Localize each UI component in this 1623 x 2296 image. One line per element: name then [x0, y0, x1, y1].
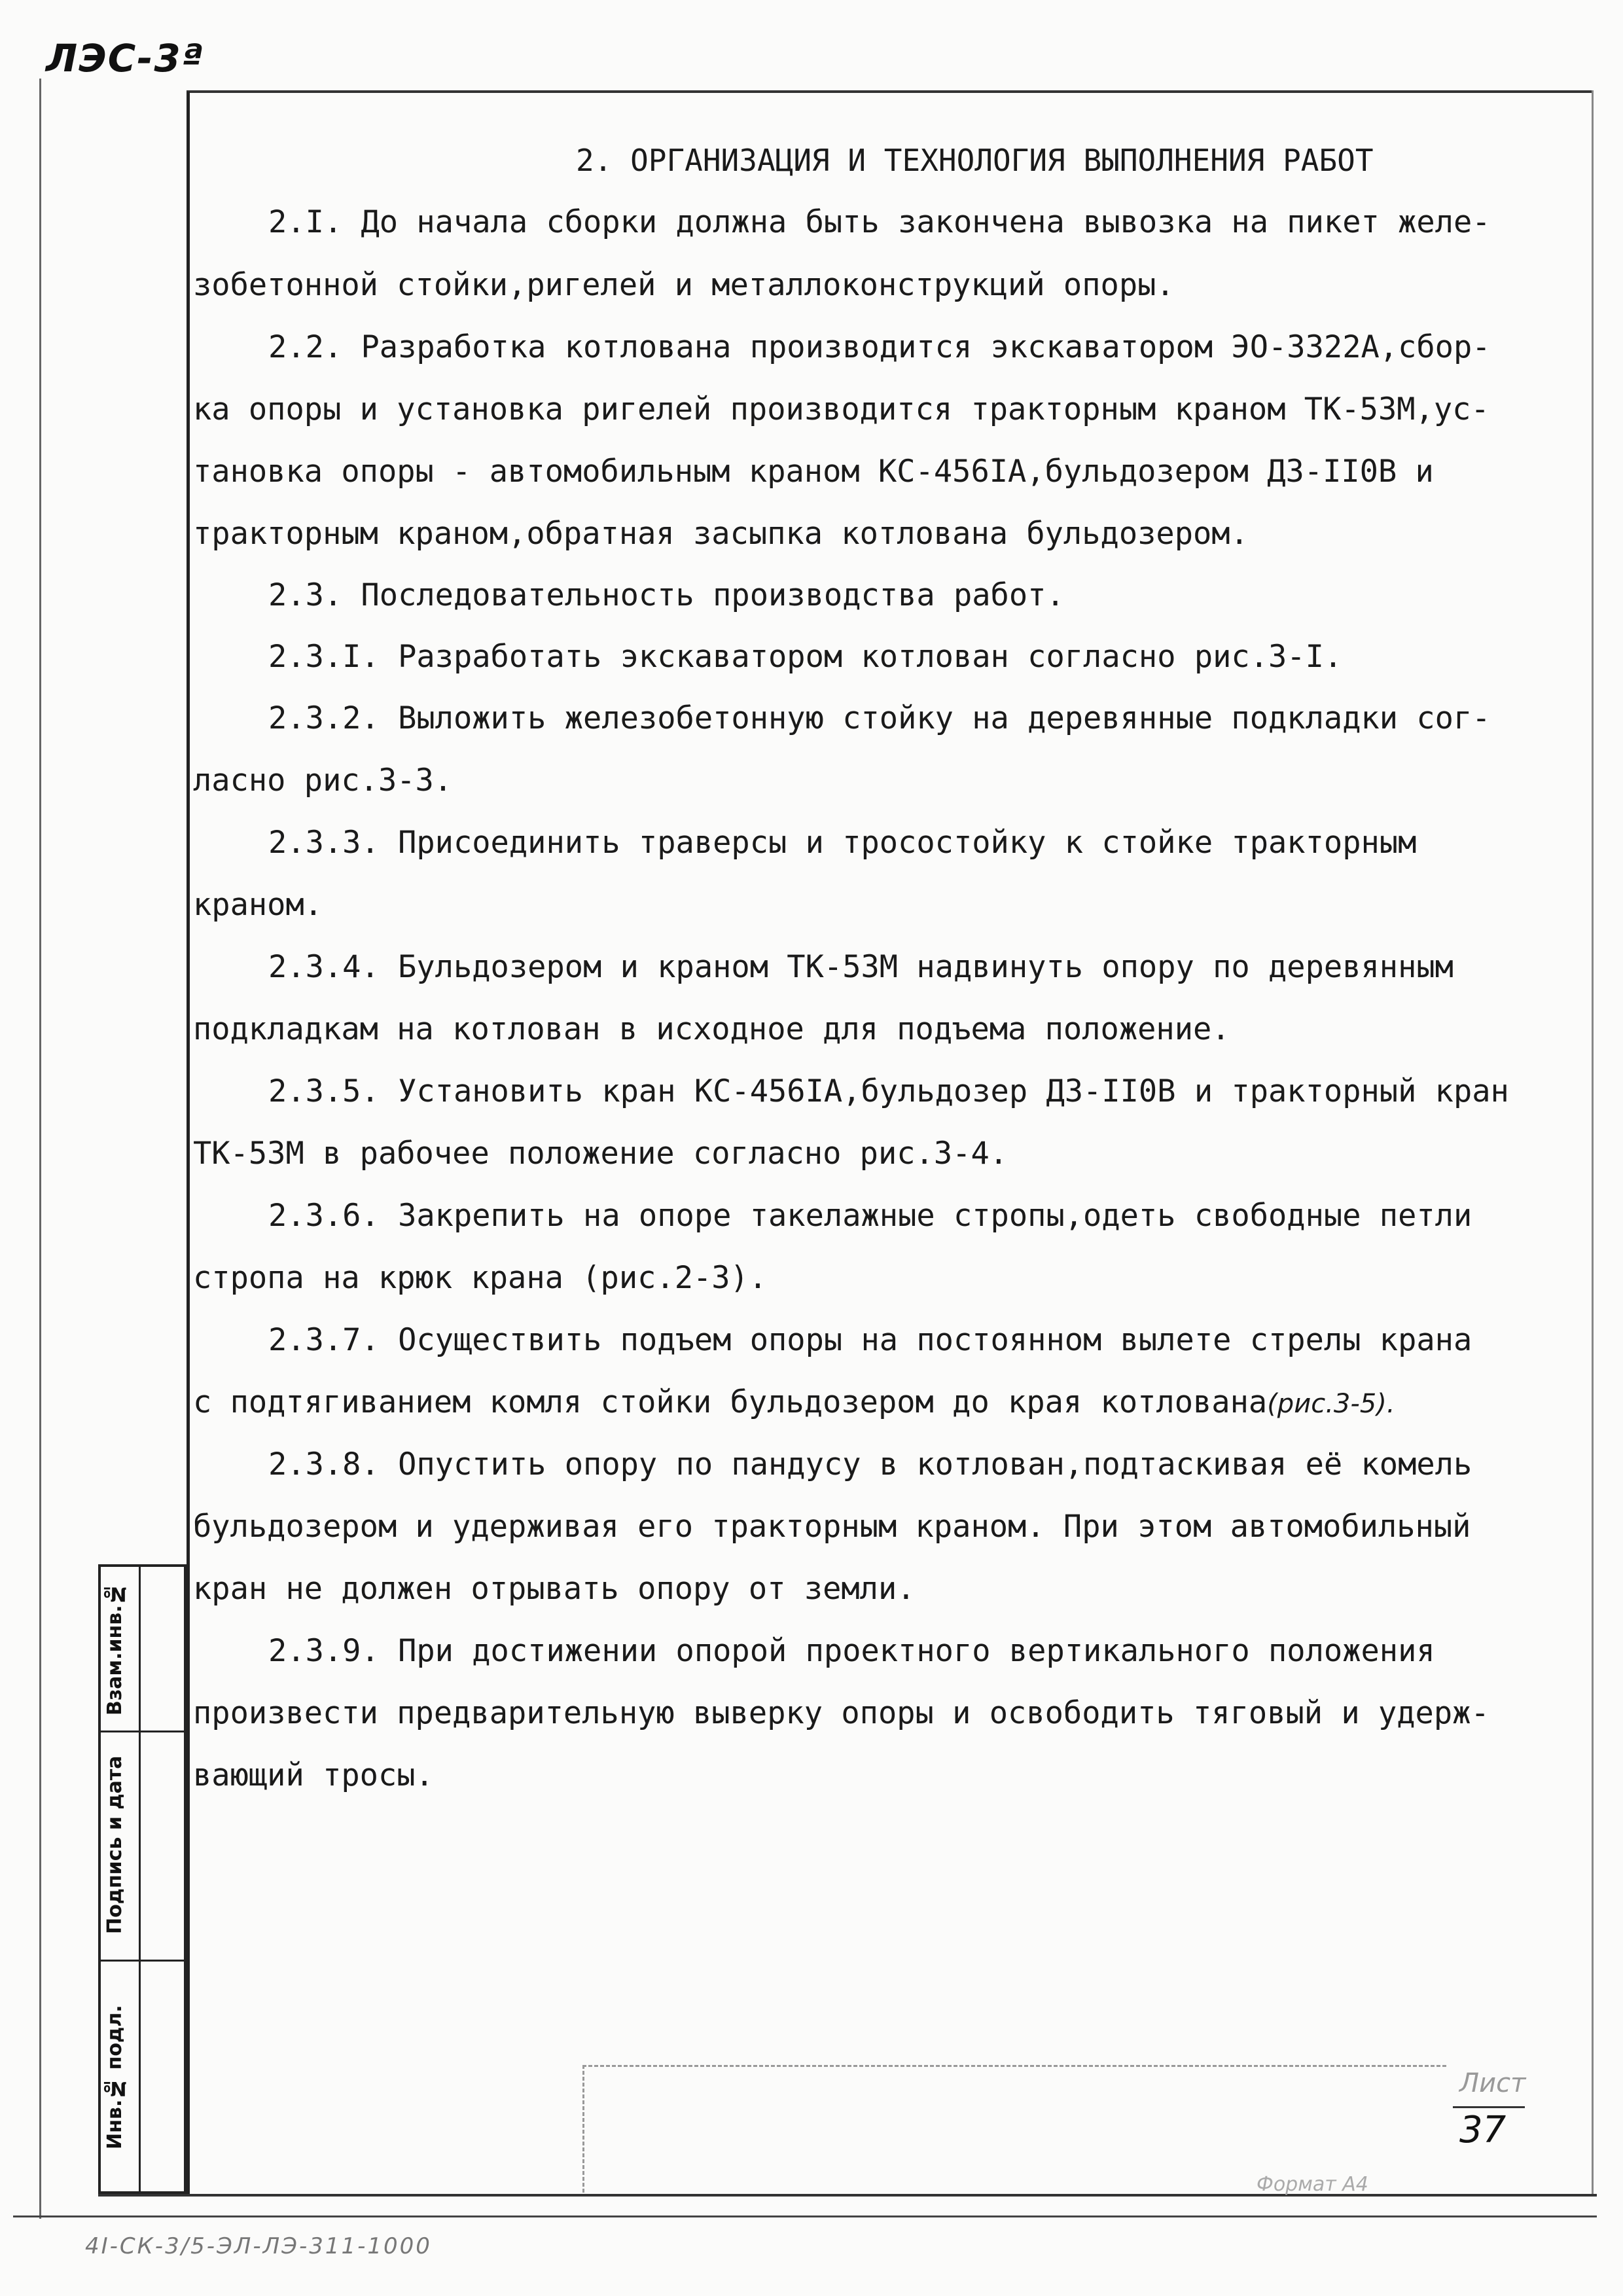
text-line: бульдозером и удерживая его тракторным краном. При этом автомобильный	[193, 1509, 1471, 1545]
text-line: 2.3.I. Разработать экскаватором котлован согласно рис.3-I.	[268, 639, 1343, 675]
text-line: 2.3. Последовательность производства работ.	[268, 577, 1065, 613]
title-block-dashed-top	[582, 2065, 1446, 2067]
side-stamp-block	[98, 1564, 187, 2194]
text-line: 2.3.9. При достижении опорой проектного вертикального положения	[268, 1633, 1435, 1669]
text-line: 2.I. До начала сборки должна быть закончена вывозка на пикет желе-	[268, 204, 1491, 240]
text-line: 2.3.3. Присоединить траверсы и тросостойку к стойке тракторным	[268, 825, 1417, 861]
text-line: 2.3.6. Закрепить на опоре такелажные стропы,одеть свободные петли	[268, 1198, 1472, 1234]
text-line: краном.	[193, 887, 323, 923]
text-line: произвести предварительную выверку опоры и освободить тяговый и удерж-	[193, 1695, 1489, 1731]
frame-left-line	[187, 92, 190, 2196]
text-line: ТК-53М в рабочее положение согласно рис.3-4.	[193, 1136, 1008, 1172]
text-line: тановка опоры - автомобильным краном КС-456IА,бульдозером ДЗ-II0В и	[193, 454, 1434, 490]
text-line: тракторным краном,обратная засыпка котлована бульдозером.	[193, 516, 1249, 552]
page-number-divider	[1453, 2106, 1525, 2108]
text-line: вающий тросы.	[193, 1757, 434, 1793]
page-number-box	[1453, 2068, 1526, 2151]
text-line: ка опоры и установка ригелей производится тракторным краном ТК-53М,ус-	[193, 391, 1489, 427]
page-number: 37	[1459, 2109, 1507, 2151]
stamp-sign-label: Подпись и дата	[103, 1755, 126, 1935]
text-line: 2.3.7. Осуществить подъем опоры на постоянном вылете стрелы крана	[268, 1322, 1472, 1358]
text-line: 2.3.5. Установить кран КС-456IА,бульдозер ДЗ-II0В и тракторный кран	[268, 1073, 1509, 1109]
section-heading: 2. ОРГАНИЗАЦИЯ И ТЕХНОЛОГИЯ ВЫПОЛНЕНИЯ РАБОТ	[576, 143, 1374, 178]
text-line: 2.2. Разработка котлована производится экскаватором ЭО-3322А,сбор-	[268, 329, 1491, 365]
text-line: зобетонной стойки,ригелей и металлоконструкций опоры.	[193, 267, 1175, 303]
stamp-column-divider	[139, 1567, 141, 2191]
text-line: 2.3.2. Выложить железобетонную стойку на деревянные подкладки сог-	[268, 700, 1491, 736]
left-margin-line	[39, 79, 41, 2219]
text-line: 2.3.4. Бульдозером и краном ТК-53М надвинуть опору по деревянным	[268, 949, 1454, 985]
frame-right-line	[1592, 90, 1594, 2197]
stamp-row-divider	[101, 1960, 184, 1962]
text-line: стропа на крюк крана (рис.2-3).	[193, 1260, 768, 1296]
stamp-inv-label: Инв.№ подл.	[103, 2005, 126, 2150]
footer-stamp-text: 4I-СК-3/5-ЭЛ-ЛЭ-311-1000	[85, 2233, 432, 2259]
text-line: ласно рис.3-3.	[193, 762, 453, 798]
handwritten-figure-ref: (рис.3-5).	[1267, 1389, 1395, 1419]
text-line: 2.3.8. Опустить опору по пандусу в котлован,подтаскивая её комель	[268, 1446, 1472, 1482]
frame-bottom-outer-line	[13, 2215, 1597, 2217]
title-block-dashed-left	[582, 2065, 584, 2193]
text-line-typed: с подтягиванием комля стойки бульдозером до края котлована	[193, 1384, 1268, 1420]
text-line	[193, 1384, 1395, 1420]
corner-label: ЛЭС-3ª	[46, 36, 205, 81]
page-number-label: Лист	[1459, 2068, 1526, 2098]
stamp-row-divider	[101, 1731, 184, 1732]
frame-bottom-line	[98, 2194, 1597, 2197]
text-line: кран не должен отрывать опору от земли.	[193, 1571, 916, 1607]
frame-top-line	[187, 90, 1594, 93]
footer-format-label: Формат А4	[1257, 2173, 1368, 2196]
text-line: подкладкам на котлован в исходное для подъема положение.	[193, 1011, 1230, 1047]
stamp-replace-label: Взам.инв.№	[103, 1582, 126, 1715]
